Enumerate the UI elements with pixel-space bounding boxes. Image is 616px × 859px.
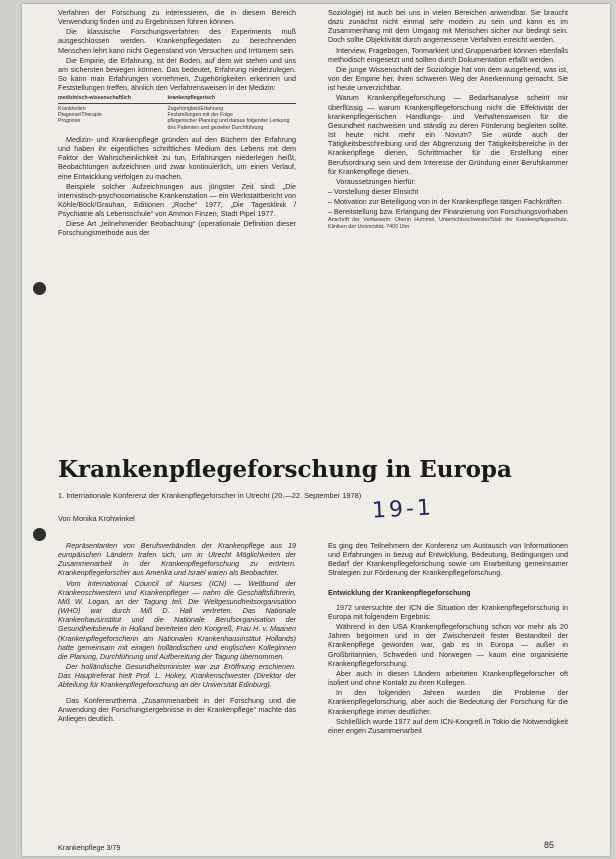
article-headline: Krankenpflegeforschung in Europa [58, 456, 512, 483]
comparison-table [58, 95, 296, 130]
author-address-note: Anschrift der Verfasserin: Oberin Hummel, Unterrichtsschwester/Stab der Krankenpflegeschule, Kliniken der Universität, 7400 Ulm [328, 217, 568, 231]
paragraph: Die Empirie, die Erfahrung, ist der Boden, auf dem wir stehen und uns am sichersten bewegen können. Das bedeutet, Erfahrung niederzulegen. So kann man Erfahrungen vornehmen, Zugehörigkeiten erkennen und Feststellungen treffen, ähnlich den Verfahrensweisen in der Medizin: [58, 55, 296, 93]
paragraph: Aber auch in diesen Ländern arbeiteten Krankenpflegeforscher oft isoliert und ohne Kontakt zu ihren Kollegen. [328, 668, 568, 688]
article-subtitle: 1. Internationale Konferenz der Krankenpflegeforscher in Utrecht (20.—22. September 1978) [58, 491, 362, 500]
punch-hole [33, 282, 46, 295]
article-author: Von Monika Krohwinkel [58, 514, 135, 523]
paragraph: Medizin- und Krankenpflege gründen auf den Büchern der Erfahrung und haben ihr eigentliches schriftliches Medium des Lebens mit dem Faktor der Wahrscheinlichkeit zu tun, Erfahrungen niederlegen heißt, Beobachtungen aufzeichnen und zwar kontinuierlich, um einen Verlauf, eine Entwicklung verfolgen zu machen. [58, 134, 296, 181]
bottom-right-column [328, 541, 568, 736]
top-right-column [328, 8, 568, 232]
paragraph: Die junge Wissenschaft der Soziologie hat von dem ausgehend, was ist, von der Empirie her, ihren schweren Weg der Anerkennung gemacht. Sie ist heute unverzichtbar. [328, 64, 568, 93]
paragraph: Vom International Council of Nurses (ICN) — Weltbund der Krankenschwestern und Krankenpfleger — nahm die Geschäftsführerin, Miß W. Logan, an der Tagung teil. Die Weltgesundheitsorganisation (WHO) war durch Miß D. Hall vertreten. Das Nationale Krankenhausinstitut und die Nationale Berufsorganisation der Gesundheitsberufe in Holland bereiteten den Kongreß, Frau H. v. Maanen (Krankenpflegeforscherin am Nationalen Krankenhausinstitut Hollands) hatte gemeinsam mit einigen holländischen und englischen Kolleginnen die Planung, Durchführung und Aufbereitung der Tagung übernommen. [58, 578, 296, 661]
paragraph: Diese Art „teilnehmender Beobachtung“ (operationale Definition dieser Forschungsmethode aus der [58, 219, 296, 238]
paragraph: Soziologie) ist auch bei uns in vielen Bereichen anwendbar. Sie braucht dazu zunächst nicht einmal sehr modern zu sein und kann es im Zusammenhang mit dem Umgang mit Menschen sicher nur bedingt sein. Doch sollte Objektivität durch angemessene Verfahren erreicht werden. [328, 8, 568, 45]
paragraph: Voraussetzungen hierfür: [336, 176, 416, 186]
bullet-item: – Vorstellung dieser Einsicht [328, 186, 419, 196]
paragraph: Verfahren der Forschung zu interessieren, die in diesem Bereich Verwendung finden und zu Ergebnissen führen können. [58, 8, 296, 27]
paragraph: Repräsentanten von Berufsverbänden der Krankenpflege aus 19 europäischen Ländern trafen sich, um in Utrecht Möglichkeiten der Zusammenarbeit in der Krankenpflegeforschung zu erörtern. Krankenpflegeforscher aus Amerika und Israel waren als Beobachter. [58, 541, 296, 578]
bullet-item: – Bereitstellung bzw. Erlangung der Finanzierung von Forschungsvorhaben [328, 207, 568, 217]
page-number: 85 [544, 840, 555, 850]
paragraph: Während in den USA Krankenpflegeforschung schon vor mehr als 20 Jahren begonnen und in der Zwischenzeit fester Bestandteil der Krankenpflege geworden war, gab es in Europa — außer in Großbritannien, Schweden und Norwegen — kaum eine organisierte Krankenpflegeforschung. [328, 622, 568, 668]
paragraph: Es ging den Teilnehmern der Konferenz um Austausch von Informationen und Erfahrungen in bezug auf Entwicklung, Bedeutung, Bedingungen und Bedarf der Krankenpflegeforschung sowie um Erarbeitung gemeinsamer Strategien zur Förderung der Krankenpflegeforschung. [328, 541, 568, 578]
handwritten-annotation: 19-1 [371, 495, 435, 524]
paragraph: 1972 untersuchte der ICN die Situation der Krankenpflegeforschung in Europa mit folgendem Ergebnis: [328, 602, 568, 621]
punch-hole [33, 528, 46, 541]
paragraph: Warum Krankenpflegeforschung — Bedarfsanalyse scheint mir überflüssig — warum Krankenpflegeforschung nicht die Effektivität der krankenpflegerischen Handlungs- und Verhaltensweisen für die Gesundheit nachweisen und ständig zu deren Förderung begleiten sollte. Ist heute nicht mehr ein Novum? Sie würde auch der Tätigkeitsbeschreibung und der Abgrenzung der Tätigkeitsbereiche in der Krankenpflege dienen, Schrittmacher für die Erstellung einer Berufsordnung sein und dem Interesse der Gründung einer Berufskammer für Krankenpflege dienen. [328, 93, 568, 176]
bottom-left-column [58, 541, 296, 724]
table-row: Prognose pflegerischer Planung und daraus folgender Lenkung des Patienten und gezielter Durchführung [58, 118, 290, 131]
paragraph: Die klassische Forschungsverfahren des Experiments muß ausgeschlossen werden. Krankenpflegedaten zu berechnenden Menschen lehrt kann nicht Gegenstand von Versuchen und Irrtümern sein. [58, 27, 296, 55]
footer-journal: Krankenpflege 3/79 [58, 843, 121, 852]
table-header: medizinisch-wissenschaftlich krankenpflegerisch [58, 95, 296, 103]
top-left-column [58, 8, 296, 239]
bullet-item: – Motivation zur Beteiligung von in der Krankenpflege tätigen Fachkräften [328, 197, 562, 207]
section-heading: Entwicklung der Krankenpflegeforschung [328, 587, 471, 597]
table-row: Krankheiten Zugehörigkeit/Erfahrung [58, 105, 224, 112]
paragraph: Interview, Fragebogen, Tonmarkiert und Gruppenarbeit können ebenfalls methodisch eingesetzt und sollten durch Dokumentation erfaßt werden. [328, 45, 568, 64]
paragraph: Beispiele solcher Aufzeichnungen aus jüngster Zeit sind: „Die internistisch-psychosomatische Krankenstation — ein Werkstattbericht von Köhle/Böck/Grauhan, Editionen „Roche“ 1977, „Die Tagesklinik / Psychiatrie als Lebensschule“ von Ammon Finzen, Stadt Pipel 1977. [58, 181, 296, 219]
paragraph: Das Konferenzthema „Zusammenarbeit in der Forschung und die Anwendung der Forschungsergebnisse in der Krankenpflege“ machte das Anliegen deutlich. [58, 695, 296, 723]
paragraph: Der holländische Gesundheitsminister war zur Eröffnung erschienen. Das Hauptreferat hielt Prof. L. Hokey, Krankenschwester (Direktor der Abteilung für Krankenpflegeforschung an der Universität Edinburg). [58, 662, 296, 690]
paragraph: Schließlich wurde 1977 auf dem ICN-Kongreß in Tokio die Notwendigkeit einer engen Zusammenarbeit [328, 716, 568, 735]
table-row: Diagnose/Therapie Feststellungen mit der Folge [58, 112, 233, 118]
paragraph: In den folgenden Jahren wurden die Probleme der Krankenpflegeforschung, aber auch die Bedeutung der Forschung für die Krankenpflege immer deutlicher. [328, 688, 568, 716]
